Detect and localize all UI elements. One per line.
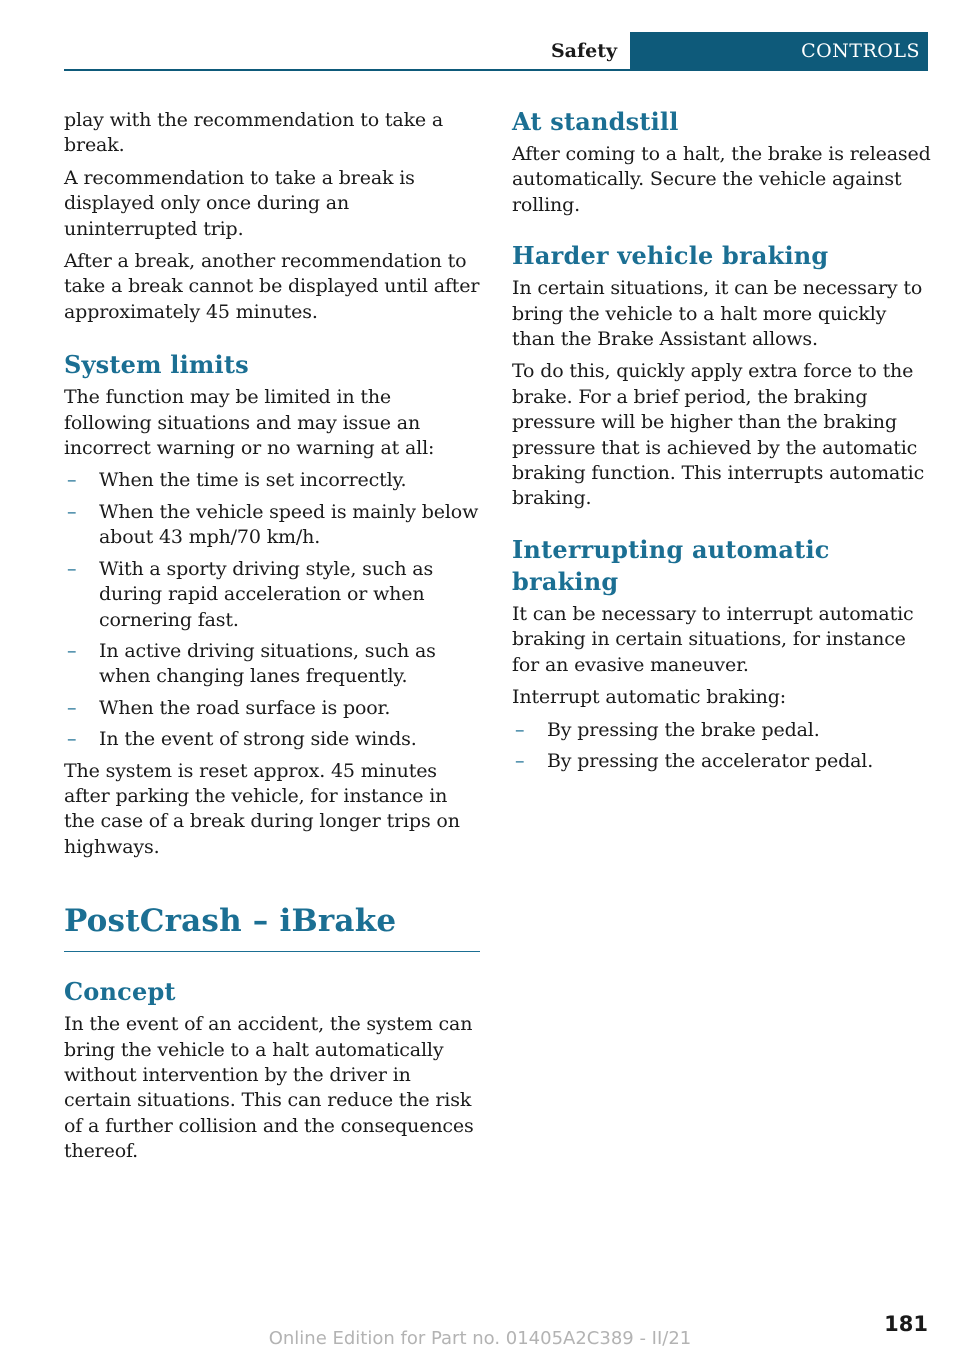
dash-bullet-icon: –	[515, 749, 525, 772]
harder-braking-text-1: In certain situations, it can be necessary to bring the vehicle to a halt more quickly than the Brake Assistant allows.	[512, 277, 923, 351]
dash-bullet-icon: –	[515, 718, 525, 741]
system-limits-text: The function may be limited in the following situations and may issue an incorrect warning or no warning at all:	[64, 386, 435, 460]
concept-text: In the event of an accident, the system can bring the vehicle to a halt automatically without intervention by the driver in certain situations. This can reduce the risk of a further collision and the consequences thereof.	[64, 1013, 474, 1163]
interrupting-text-2: Interrupt automatic braking:	[512, 686, 786, 709]
list-item	[512, 749, 932, 774]
list-item-text: In active driving situations, such as when changing lanes frequently.	[99, 639, 436, 688]
interrupting-list	[512, 718, 932, 775]
list-item	[64, 639, 480, 690]
postcrash-section	[64, 902, 480, 952]
interrupting-text-1: It can be necessary to interrupt automatic braking in certain situations, for instance for an evasive maneuver.	[512, 602, 914, 676]
dash-bullet-icon: –	[67, 469, 77, 492]
list-item	[512, 718, 932, 743]
list-item	[64, 727, 480, 752]
list-item	[64, 468, 480, 493]
list-item-text: In the event of strong side winds.	[99, 728, 417, 751]
list-item	[64, 557, 480, 633]
intro-paragraph-2: A recommendation to take a break is displayed only once during an uninterrupted trip.	[64, 166, 415, 240]
intro-paragraph-3: After a break, another recommendation to take a break cannot be displayed until after approximately 45 minutes.	[64, 250, 480, 323]
list-item-text: By pressing the brake pedal.	[547, 718, 820, 741]
list-item-text: When the vehicle speed is mainly below about 43 mph/70 km/h.	[99, 500, 479, 549]
intro-paragraph-1: play with the recommendation to take a break.	[64, 109, 444, 157]
standstill-text: After coming to a halt, the brake is released automatically. Secure the vehicle against rolling.	[512, 143, 931, 216]
list-item	[64, 696, 480, 721]
header-chapter-tab: CONTROLS	[630, 32, 928, 70]
system-limits-heading: System limits	[64, 350, 249, 380]
right-column	[512, 108, 932, 780]
list-item	[64, 500, 480, 551]
footer-edition: Online Edition for Part no. 01405A2C389 - II/21	[268, 1328, 692, 1349]
left-column	[64, 108, 480, 1172]
header-section-label: Safety	[550, 40, 618, 62]
list-item-text: When the road surface is poor.	[99, 696, 391, 719]
concept-heading: Concept	[64, 977, 176, 1007]
harder-braking-text-2: To do this, quickly apply extra force to the brake. For a brief period, the braking pressure will be higher than the braking pressure that is achieved by the automatic braking function. This interrupts automatic braking.	[512, 360, 925, 510]
dash-bullet-icon: –	[67, 500, 77, 523]
dash-bullet-icon: –	[67, 696, 77, 719]
list-item-text: By pressing the accelerator pedal.	[547, 749, 874, 772]
harder-braking-heading: Harder vehicle braking	[512, 241, 829, 271]
dash-bullet-icon: –	[67, 639, 77, 662]
dash-bullet-icon: –	[67, 557, 77, 580]
system-limits-list	[64, 468, 480, 752]
standstill-heading: At standstill	[512, 107, 679, 136]
header-divider	[64, 69, 928, 71]
system-reset-text: The system is reset approx. 45 minutes after parking the vehicle, for instance in the case of a break during longer trips on highways.	[64, 759, 460, 858]
list-item-text: With a sporty driving style, such as during rapid acceleration or when cornering fast.	[99, 557, 434, 631]
interrupting-heading: Interrupting automatic braking	[512, 534, 830, 596]
list-item-text: When the time is set incorrectly.	[99, 469, 407, 492]
postcrash-title: PostCrash – iBrake	[64, 902, 480, 952]
dash-bullet-icon: –	[67, 728, 77, 751]
page-number: 181	[884, 1312, 928, 1336]
